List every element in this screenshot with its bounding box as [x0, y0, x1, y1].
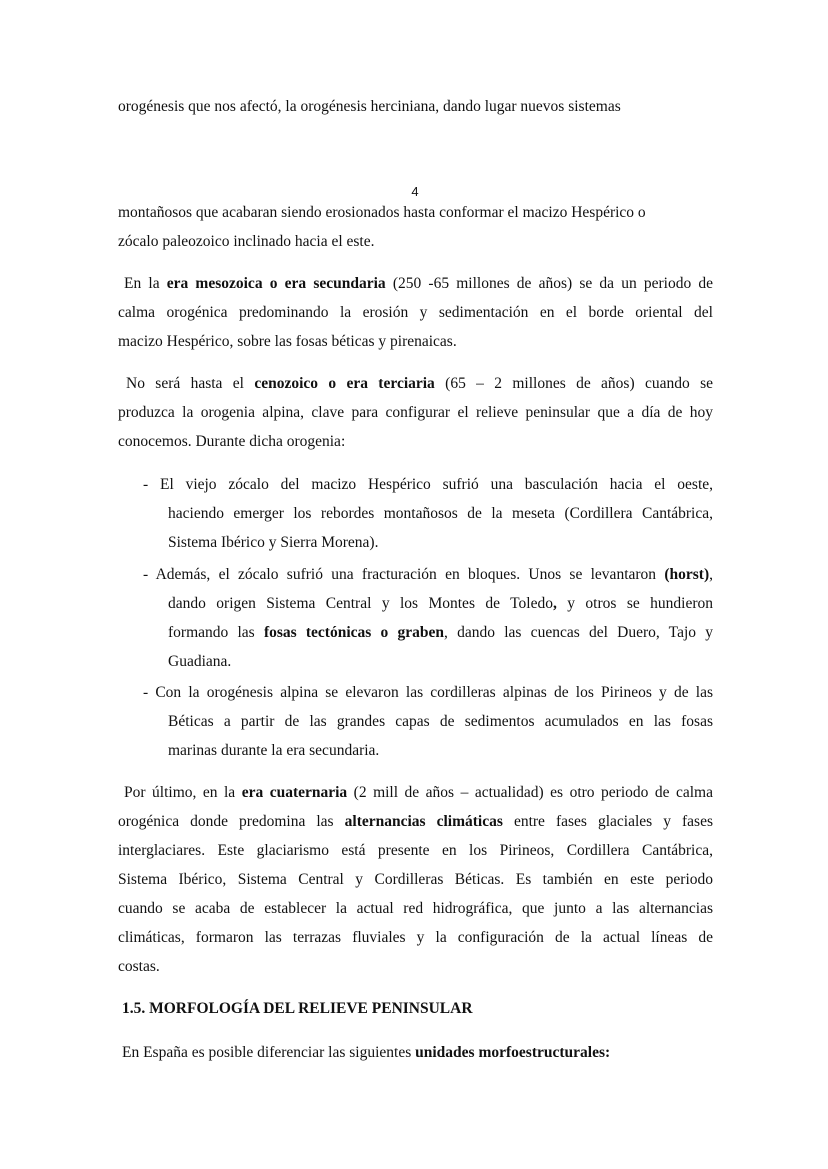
list-item: haciendo emerger los rebordes montañosos de la meseta (Cordillera Cantábrica, [168, 505, 713, 522]
paragraph-line: produzca la orogenia alpina, clave para configurar el relieve peninsular que a día de hoy [118, 404, 713, 421]
list-item: formando las fosas tectónicas o graben, dando las cuencas del Duero, Tajo y [168, 624, 713, 641]
paragraph-line: cuando se acaba de establecer la actual red hidrográfica, que junto a las alternancias [118, 900, 713, 917]
paragraph-line: No será hasta el cenozoico o era terciaria (65 – 2 millones de años) cuando se [126, 375, 713, 392]
paragraph-line: orogénica donde predomina las alternancias climáticas entre fases glaciales y fases [118, 813, 713, 830]
paragraph-line: interglaciares. Este glaciarismo está presente en los Pirineos, Cordillera Cantábrica, [118, 842, 713, 859]
list-item: dando origen Sistema Central y los Montes de Toledo, y otros se hundieron [168, 595, 713, 612]
list-item: - Con la orogénesis alpina se elevaron las cordilleras alpinas de los Pirineos y de las [143, 684, 713, 701]
section-heading: 1.5. MORFOLOGÍA DEL RELIEVE PENINSULAR [122, 1000, 473, 1017]
list-item: Béticas a partir de las grandes capas de sedimentos acumulados en las fosas [168, 713, 713, 730]
bold-term: fosas tectónicas o graben [263, 624, 445, 641]
bold-term: cenozoico o era terciaria [254, 375, 435, 392]
paragraph-line: costas. [118, 958, 160, 975]
text-line: montañosos que acabaran siendo erosionados hasta conformar el macizo Hespérico o [118, 204, 646, 221]
paragraph-line: En España es posible diferenciar las siguientes unidades morfoestructurales: [122, 1044, 611, 1061]
bold-term: unidades morfoestructurales: [415, 1044, 611, 1061]
list-item: Sistema Ibérico y Sierra Morena). [168, 534, 379, 551]
list-item: marinas durante la era secundaria. [168, 742, 380, 759]
bold-term: alternancias climáticas [344, 813, 503, 830]
bold-term: era mesozoica o era secundaria [166, 275, 386, 292]
paragraph-line: En la era mesozoica o era secundaria (250 -65 millones de años) se da un periodo de [124, 275, 714, 292]
list-item: Guadiana. [168, 653, 232, 670]
bold-term: (horst) [664, 566, 710, 583]
text-line: orogénesis que nos afectó, la orogénesis herciniana, dando lugar nuevos sistemas [118, 98, 621, 115]
bold-term: era cuaternaria [241, 784, 348, 801]
list-item: - Además, el zócalo sufrió una fracturación en bloques. Unos se levantaron (horst), [143, 566, 713, 583]
text-line: zócalo paleozoico inclinado hacia el este. [118, 233, 375, 250]
page-number: 4 [411, 184, 419, 199]
paragraph-line: climáticas, formaron las terrazas fluviales y la configuración de la actual líneas de [118, 929, 713, 946]
paragraph-line: calma orogénica predominando la erosión y sedimentación en el borde oriental del [118, 304, 713, 321]
paragraph-line: Por último, en la era cuaternaria (2 mill de años – actualidad) es otro periodo de calma [124, 784, 713, 801]
paragraph-line: Sistema Ibérico, Sistema Central y Cordilleras Béticas. Es también en este periodo [118, 871, 713, 888]
paragraph-line: conocemos. Durante dicha orogenia: [118, 433, 346, 450]
list-item: - El viejo zócalo del macizo Hespérico sufrió una basculación hacia el oeste, [143, 476, 713, 493]
paragraph-line: macizo Hespérico, sobre las fosas béticas y pirenaicas. [118, 333, 457, 350]
